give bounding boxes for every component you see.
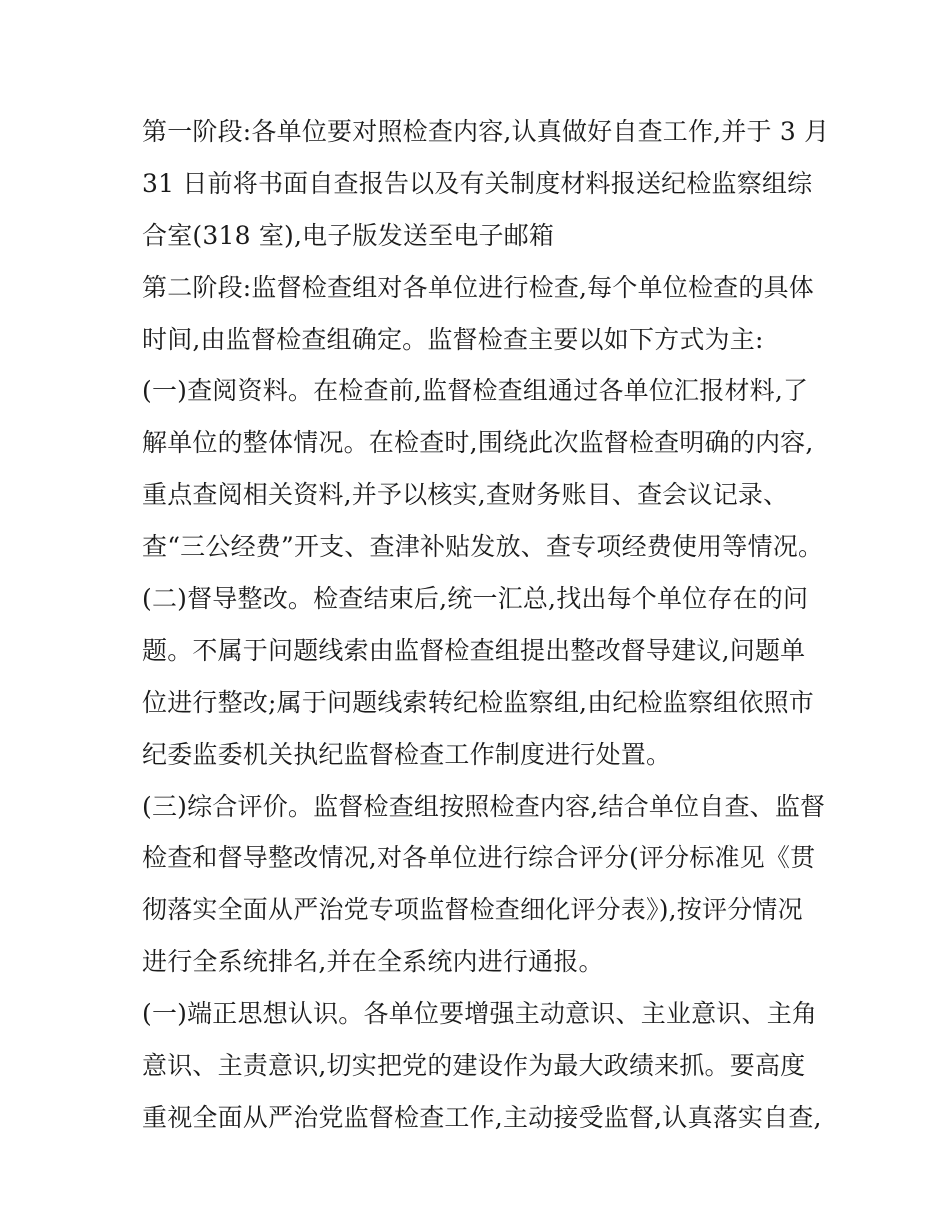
text-line: 检查和督导整改情况,对各单位进行综合评分(评分标准见《贯 bbox=[142, 843, 816, 873]
text-line: 彻落实全面从严治党专项监督检查细化评分表》),按评分情况 bbox=[142, 895, 803, 925]
text-line: 位进行整改;属于问题线索转纪检监察组,由纪检监察组依照市 bbox=[142, 687, 814, 717]
text-line: 意识、主责意识,切实把党的建设作为最大政绩来抓。要高度 bbox=[142, 1051, 806, 1081]
text-line: 时间,由监督检查组确定。监督检查主要以如下方式为主: bbox=[142, 324, 764, 354]
text-line: 解单位的整体情况。在检查时,围绕此次监督检查明确的内容, bbox=[142, 428, 814, 458]
text-line: 合室(318 室),电子版发送至电子邮箱 bbox=[142, 220, 555, 250]
text-line: (三)综合评价。监督检查组按照检查内容,结合单位自查、监督 bbox=[142, 791, 826, 821]
text-line: 31 日前将书面自查报告以及有关制度材料报送纪检监察组综 bbox=[142, 168, 813, 198]
text-line: 重视全面从严治党监督检查工作,主动接受监督,认真落实自查, bbox=[142, 1102, 822, 1132]
document-body bbox=[142, 106, 830, 1144]
text-line: 第一阶段:各单位要对照检查内容,认真做好自查工作,并于 3 月 bbox=[142, 117, 830, 146]
text-line: (一)端正思想认识。各单位要增强主动意识、主业意识、主角 bbox=[142, 999, 818, 1029]
text-line: 重点查阅相关资料,并予以核实,查财务账目、查会议记录、 bbox=[142, 480, 789, 510]
text-line: 进行全系统排名,并在全系统内进行通报。 bbox=[142, 947, 604, 977]
text-line: 查“三公经费”开支、查津补贴发放、查专项经费使用等情况。 bbox=[142, 532, 824, 562]
text-line: 纪委监委机关执纪监督检查工作制度进行处置。 bbox=[142, 739, 672, 769]
text-line: 题。不属于问题线索由监督检查组提出整改督导建议,问题单 bbox=[142, 635, 806, 665]
text-line: 第二阶段:监督检查组对各单位进行检查,每个单位检查的具体 bbox=[142, 272, 814, 302]
text-line: (一)查阅资料。在检查前,监督检查组通过各单位汇报材料,了 bbox=[142, 376, 809, 406]
text-line: (二)督导整改。检查结束后,统一汇总,找出每个单位存在的问 bbox=[142, 584, 809, 614]
